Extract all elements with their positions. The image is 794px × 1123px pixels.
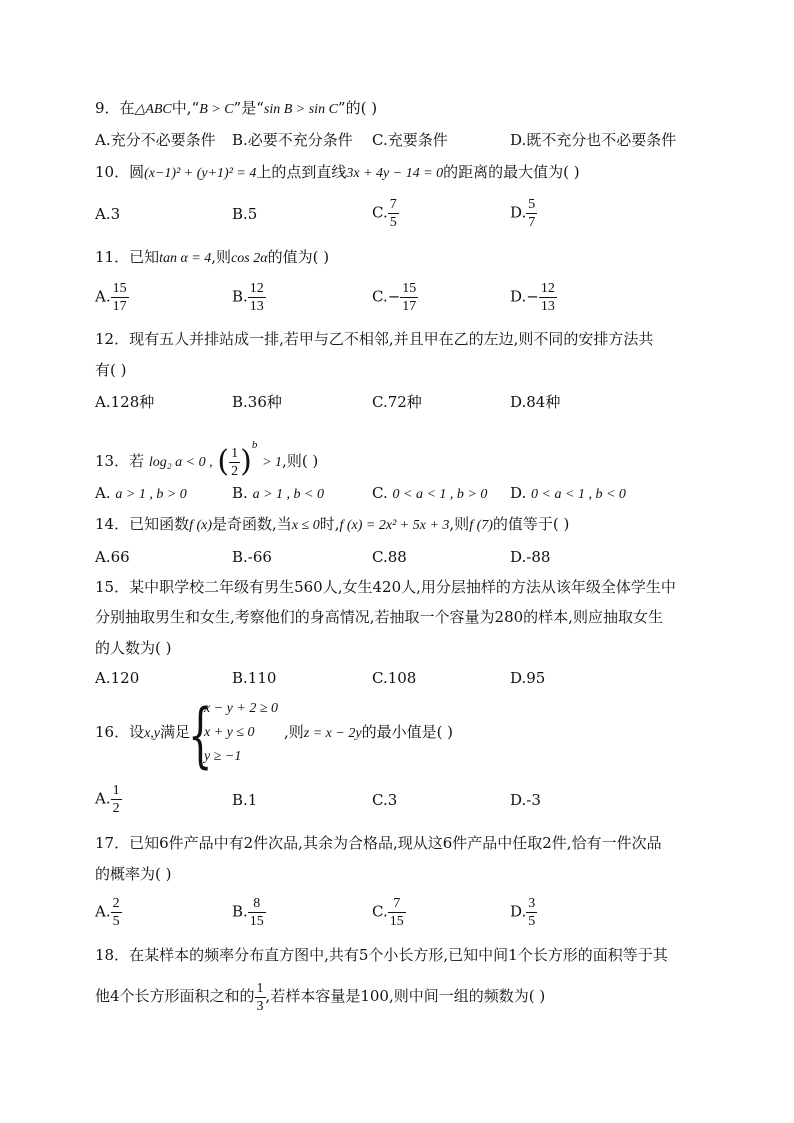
numerator: 1 (112, 783, 120, 798)
q11-option-b (232, 280, 266, 315)
right-paren: ) (240, 444, 252, 479)
question-15-line-3: 的人数为( ) (95, 639, 172, 657)
denominator: 2 (112, 801, 120, 816)
q10-option-c-fraction (388, 196, 399, 231)
q14-target: f (7) (469, 518, 493, 533)
q10-option-c-prefix: C. (372, 203, 388, 222)
numerator: 1 (256, 980, 264, 996)
denominator: 7 (528, 215, 536, 230)
left-paren: ( (217, 444, 230, 479)
q16-stem-c: ,则 (284, 723, 304, 741)
numerator: 7 (388, 895, 406, 913)
q16-constraint-2: x + y ≤ 0 (204, 725, 255, 740)
q17-option-a-fraction (111, 895, 122, 930)
denominator: 13 (249, 299, 264, 314)
question-16-stem-left (95, 722, 190, 744)
q11-option-a-prefix: A. (95, 287, 111, 306)
q14-stem-a: 14．已知函数 (95, 515, 190, 533)
q10-option-d-fraction (526, 196, 537, 231)
q16-constraint-1: x − y + 2 ≥ 0 (204, 701, 279, 716)
q9-option-d: D.既不充分也不必要条件 (510, 131, 677, 149)
q17-option-b (232, 895, 266, 930)
question-14 (95, 514, 569, 536)
q13-fraction (229, 445, 240, 480)
denominator: 15 (249, 914, 264, 929)
numerator: 3 (528, 896, 536, 911)
q9-option-b: B.必要不充分条件 (232, 131, 353, 149)
q14-option-c: C.88 (372, 548, 407, 566)
q11-option-c (372, 280, 418, 315)
q13-option-a (95, 483, 187, 505)
q15-option-d: D.95 (510, 669, 546, 687)
denominator: 3 (256, 998, 264, 1014)
q13-stem-a: 13．若 (95, 452, 145, 470)
q11-option-c-fraction (400, 280, 418, 315)
q17-option-d (510, 895, 537, 930)
q14-stem-d: ,则 (449, 515, 470, 533)
q13-stem-b: ,则( ) (282, 452, 319, 470)
numerator: 7 (389, 197, 397, 212)
denominator: 5 (389, 215, 397, 230)
question-9 (95, 98, 377, 120)
q13-expression-1: log₂ a < 0 , (148, 455, 213, 470)
q13-option-b-prefix: B. (232, 484, 248, 502)
q12-option-b: B.36种 (232, 393, 282, 411)
q9-triangle: △ABC (134, 102, 172, 117)
q13-option-d (510, 483, 626, 505)
q12-option-d: D.84种 (510, 393, 561, 411)
q16-objective: z = x − 2y (303, 726, 362, 741)
q16-stem-b: 满足 (160, 723, 191, 741)
numerator: 2 (112, 896, 120, 911)
q13-option-a-math: a > 1 , b > 0 (115, 487, 187, 502)
q14-option-d: D.-88 (510, 548, 551, 566)
denominator: 17 (402, 299, 417, 314)
q13-option-c-prefix: C. (372, 484, 388, 502)
q11-option-a-fraction (111, 280, 129, 315)
q11-option-a (95, 280, 129, 315)
numerator: 8 (248, 895, 266, 913)
denominator: 5 (528, 914, 536, 929)
q10-line-equation: 3x + 4y − 14 = 0 (346, 166, 444, 181)
question-18-line-2 (95, 976, 545, 1016)
question-17-line-1: 17．已知6件产品中有2件次品,其余为合格品,现从这6件产品中任取2件,恰有一件次品 (95, 834, 662, 852)
q11-expression-1: tan α = 4 (159, 251, 212, 266)
q13-option-b-math: a > 1 , b < 0 (252, 487, 324, 502)
question-13 (95, 423, 318, 485)
q15-option-c: C.108 (372, 669, 417, 687)
q11-option-c-prefix: C.− (372, 287, 401, 306)
q13-expression-2: > 1 (262, 455, 283, 470)
numerator: 15 (402, 281, 417, 296)
q10-option-a: A.3 (95, 205, 121, 223)
q9-stem-a: 9．在 (95, 99, 135, 117)
q14-option-b: B.-66 (232, 548, 272, 566)
q16-option-b: B.1 (232, 791, 258, 809)
numerator: 12 (249, 281, 264, 296)
q16-option-c: C.3 (372, 791, 398, 809)
denominator: 5 (112, 914, 120, 929)
question-17-line-2: 的概率为( ) (95, 865, 172, 883)
q13-option-c-math: 0 < a < 1 , b > 0 (392, 487, 488, 502)
numerator: 12 (540, 281, 555, 296)
q14-stem-b: 是奇函数,当 (212, 515, 292, 533)
q16-stem-d: 的最小值是( ) (361, 723, 454, 741)
q13-exponent: b (251, 439, 258, 451)
q10-option-b: B.5 (232, 205, 258, 223)
q11-option-d-fraction (539, 280, 557, 315)
q16-constraint-3: y ≥ −1 (204, 749, 242, 764)
q9-stem-c: ”是“ (233, 99, 264, 117)
question-18-line-1: 18．在某样本的频率分布直方图中,共有5个小长方形,已知中间1个长方形的面积等于其 (95, 946, 668, 964)
q11-stem-c: 的值为( ) (267, 248, 330, 266)
q11-expression-2: cos 2α (231, 251, 268, 266)
denominator: 13 (540, 299, 555, 314)
question-11 (95, 247, 329, 269)
q14-function: f (x) (189, 518, 213, 533)
q17-option-c-fraction (388, 895, 406, 930)
q14-stem-c: 时, (319, 515, 340, 533)
denominator: 15 (389, 914, 404, 929)
q18-fraction (255, 980, 266, 1015)
q16-option-a (95, 782, 122, 817)
q15-option-a: A.120 (95, 669, 140, 687)
q10-stem-c: 的距离的最大值为( ) (443, 163, 580, 181)
q14-option-a: A.66 (95, 548, 130, 566)
q17-option-c-prefix: C. (372, 902, 388, 921)
q14-condition: x ≤ 0 (291, 518, 320, 533)
q9-stem-b: 中,“ (171, 99, 200, 117)
q16-left-brace: { (188, 694, 213, 776)
question-16-stem-right (284, 722, 453, 744)
q9-option-a: A.充分不必要条件 (95, 131, 216, 149)
q10-option-d-prefix: D. (510, 203, 527, 222)
q13-option-c (372, 483, 487, 505)
q9-condition-2: sin B > sin C (263, 102, 338, 117)
q10-option-d (510, 196, 537, 231)
q14-stem-e: 的值等于( ) (492, 515, 570, 533)
q18-line-2-a: 他4个长方形面积之和的 (95, 987, 255, 1005)
numerator: 15 (112, 281, 127, 296)
q17-option-d-fraction (526, 895, 537, 930)
q15-option-b: B.110 (232, 669, 277, 687)
q11-option-d-prefix: D.− (510, 287, 539, 306)
q9-condition-1: B > C (199, 102, 234, 117)
q17-option-d-prefix: D. (510, 902, 527, 921)
q11-stem-b: ,则 (211, 248, 232, 266)
q13-option-d-math: 0 < a < 1 , b < 0 (531, 487, 626, 502)
q10-stem-a: 10．圆 (95, 163, 145, 181)
q9-option-c: C.充要条件 (372, 131, 448, 149)
q17-option-b-fraction (248, 895, 266, 930)
q13-option-b (232, 483, 324, 505)
q11-option-d (510, 280, 557, 315)
denominator: 2 (231, 463, 239, 479)
q16-option-a-prefix: A. (95, 789, 111, 808)
q12-option-c: C.72种 (372, 393, 422, 411)
question-15-line-1: 15．某中职学校二年级有男生560人,女生420人,用分层抽样的方法从该年级全体学生中 (95, 578, 676, 596)
q13-option-d-prefix: D. (510, 484, 527, 502)
q10-circle-equation: (x−1)² + (y+1)² = 4 (144, 166, 257, 181)
q13-option-a-prefix: A. (95, 484, 111, 502)
q10-stem-b: 上的点到直线 (256, 163, 347, 181)
question-15-line-2: 分别抽取男生和女生,考察他们的身高情况,若抽取一个容量为280的样本,则应抽取女生 (95, 608, 663, 626)
q17-option-a-prefix: A. (95, 902, 111, 921)
q10-option-c (372, 196, 399, 231)
q16-variables: x,y (144, 726, 161, 741)
q17-option-c (372, 895, 406, 930)
question-10 (95, 162, 580, 184)
question-12-line-2: 有( ) (95, 361, 127, 379)
numerator: 1 (231, 445, 239, 461)
q14-definition: f (x) = 2x² + 5x + 3 (339, 518, 450, 533)
q11-stem-a: 11．已知 (95, 248, 160, 266)
q12-option-a: A.128种 (95, 393, 155, 411)
q16-option-d: D.-3 (510, 791, 541, 809)
q11-option-b-prefix: B. (232, 287, 248, 306)
q17-option-b-prefix: B. (232, 902, 248, 921)
numerator: 5 (528, 197, 536, 212)
q17-option-a (95, 895, 122, 930)
q16-option-a-fraction (111, 782, 122, 817)
denominator: 17 (112, 299, 127, 314)
q11-option-b-fraction (248, 280, 266, 315)
q16-stem-a: 16．设 (95, 723, 145, 741)
q9-stem-d: ”的( ) (337, 99, 378, 117)
question-12-line-1: 12．现有五人并排站成一排,若甲与乙不相邻,并且甲在乙的左边,则不同的安排方法共 (95, 330, 654, 348)
q18-line-2-b: ,若样本容量是100,则中间一组的频数为( ) (265, 987, 546, 1005)
